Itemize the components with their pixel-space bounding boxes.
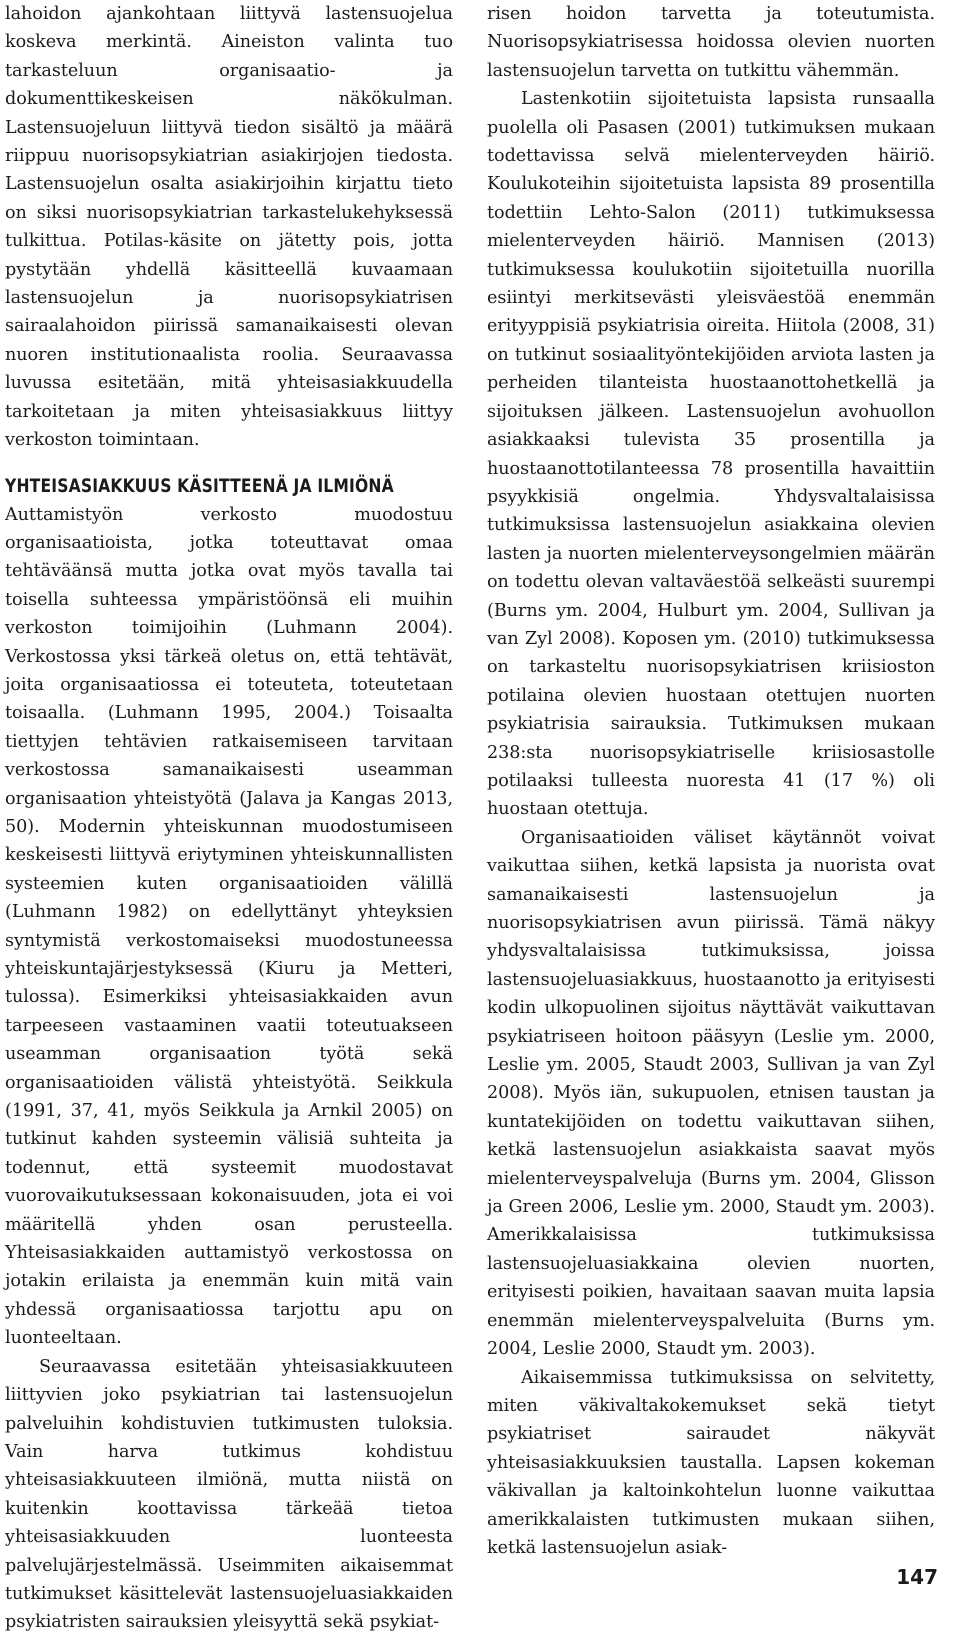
right-paragraph-2: Lastenkotiin sijoitetuista lapsista runsaalla puolella oli Pasasen (2001) tutkimuksen mukaan todettavissa selvä mielenterveyden häiriö. Koulukoteihin sijoitetuista lapsista 89 prosentilla todettiin Lehto-Salon (2011) tutkimuksessa mielenterveyden häiriö. Mannisen (2013) tutkimuksessa koulukotiin sijoitetuilla nuorilla esiintyi merkitsevästi yleisväestöä enemmän erityyppisiä psykiatrisia oireita. Hiitola (2008, 31) on tutkinut sosiaalityöntekijöiden arviota lasten ja perheiden tilanteista huostaanottohetkellä ja sijoituksen jälkeen. Lastensuojelun avohuollon asiakkaaksi tulevista 35 prosentilla ja huostaanottotilanteessa 78 prosentilla havaittiin psyykkisiä ongelmia. Yhdysvaltalaisissa tutkimuksissa lastensuojelun asiakkaina olevien lasten ja nuorten mielenterveysongelmien määrän on todettu olevan valtaväestöä selkeästi suurempi (Burns ym. 2004, Hulburt ym. 2004, Sullivan ja van Zyl 2008). Koposen ym. (2010) tutkimuksessa on tarkasteltu nuorisopsykiatrisen kriisioston potilaina olevien huostaan otettujen nuorten psykiatrisia sairauksia. Tutkimuksen mukaan 238:sta nuorisopsykiatriselle kriisiosastolle potilaaksi tulleesta nuoresta 41 (17 %) oli huostaan otettuja. (487, 89, 935, 820)
left-paragraph-1: lahoidon ajankohtaan liittyvä lastensuojelua koskeva merkintä. Aineiston valinta tuo tarkasteluun organisaatio- ja dokumenttikeskeisen näkökulman. Lastensuojeluun liittyvä tiedon sisältö ja määrä riippuu nuorisopsykiatrian asiakirjojen tiedosta. Lastensuojelun osalta asiakirjoihin kirjattu tieto on siksi nuorisopsykiatrian tarkastelukehyksessä tulkittua. Potilas-käsite on jätetty pois, jotta pystytään yhdellä käsitteellä kuvaamaan lastensuojelun ja nuorisopsykiatrisen sairaalahoidon piirissä samanaikaisesti olevan nuoren institutionaalista roolia. Seuraavassa luvussa esitetään, mitä yhteisasiakkuudella tarkoitetaan ja miten yhteisasiakkuus liittyy verkoston toimintaan. (5, 4, 453, 451)
left-paragraph-3: Seuraavassa esitetään yhteisasiakkuuteen liittyvien joko psykiatrian tai lastensuojelun palveluihin kohdistuvien tutkimusten tuloksia. Vain harva tutkimus kohdistuu yhteisasiakkuuteen ilmiönä, mutta niistä on kuitenkin koottavissa tärkeää tietoa yhteisasiakkuuden luonteesta palvelujärjestelmässä. Useimmiten aikaisemmat tutkimukset käsittelevät lastensuojeluasiakkaiden psykiatristen sairauksien yleisyyttä sekä psykiat- (5, 1356, 453, 1633)
right-paragraph-1: risen hoidon tarvetta ja toteutumista. Nuorisopsykiatrisessa hoidossa olevien nuorten lastensuojelun tarvetta on tutkittu vähemmän. (487, 4, 935, 81)
right-paragraph-4: Aikaisemmissa tutkimuksissa on selvitetty, miten väkivaltakokemukset sekä tietyt psykiatriset sairaudet näkyvät yhteisasiakkuuksien taustalla. Lapsen kokeman väkivallan ja kaltoinkohtelun luonne vaikuttaa amerikkalaisten tutkimusten mukaan siihen, ketkä lastensuojelun asiak- (487, 1367, 935, 1558)
left-column (5, 0, 453, 1637)
section-heading: YHTEISASIAKKUUS KÄSITTEENÄ JA ILMIÖNÄ (5, 474, 394, 497)
page-number: 147 (896, 1565, 938, 1589)
right-column (487, 0, 935, 1562)
right-paragraph-3: Organisaatioiden väliset käytännöt voivat vaikuttaa siihen, ketkä lapsista ja nuorista ovat samanaikaisesti lastensuojelun ja nuorisopsykiatrisen avun piirissä. Tämä näkyy yhdysvaltalaisissa tutkimuksissa, joissa lastensuojeluasiakkuus, huostaanotto ja erityisesti kodin ulkopuolinen sijoitus näyttävät vaikuttavan psykiatriseen hoitoon pääsyyn (Leslie ym. 2000, Leslie ym. 2005, Staudt 2003, Sullivan ja van Zyl 2008). Myös iän, sukupuolen, etnisen taustan ja kuntatekijöiden on todettu vaikuttavan siihen, ketkä lastensuojelun asiakkaista saavat myös mielenterveyspalveluja (Burns ym. 2004, Glisson ja Green 2006, Leslie ym. 2000, Staudt ym. 2003). Amerikkalaisissa tutkimuksissa lastensuojeluasiakkaina olevien nuorten, erityisesti poikien, havaitaan saavan muita lapsia enemmän mielenterveyspalveluita (Burns ym. 2004, Leslie 2000, Staudt ym. 2003). (487, 827, 935, 1360)
left-paragraph-2: Auttamistyön verkosto muodostuu organisaatioista, jotka toteuttavat omaa tehtäväänsä mutta jotka ovat myös tavalla tai toisella suhteessa ympäristöönsä eli muihin verkoston toimijoihin (Luhmann 2004). Verkostossa yksi tärkeä oletus on, että tehtävät, joita organisaatiossa ei toteuteta, toteutetaan toisaalla. (Luhmann 1995, 2004.) Toisaalta tiettyjen tehtävien ratkaisemiseen tarvitaan verkostossa samanaikaisesti useamman organisaation yhteistyötä (Jalava ja Kangas 2013, 50). Modernin yhteiskunnan muodostumiseen keskeisesti liittyvä eriytyminen yhteiskunnallisten systeemien kuten organisaatioiden välillä (Luhmann 1982) on edellyttänyt yhteyksien syntymistä verkostomaiseksi muodostuneessa yhteiskuntajärjestyksessä (Kiuru ja Metteri, tulossa). Esimerkiksi yhteisasiakkaiden avun tarpeeseen vastaaminen vaatii toteutuakseen useamman organisaation työtä sekä organisaatioiden välistä yhteistyötä. Seikkula (1991, 37, 41, myös Seikkula ja Arnkil 2005) on tutkinut kahden systeemin välisiä suhteita ja todennut, että systeemit muodostavat vuorovaikutuksessaan kokonaisuuden, jota ei voi määritellä yhden osan perusteella. Yhteisasiakkaiden auttamistyö verkostossa on jotakin erilaista ja enemmän kuin mitä vain yhdessä organisaatiossa tarjottu apu on luonteeltaan. (5, 504, 453, 1349)
